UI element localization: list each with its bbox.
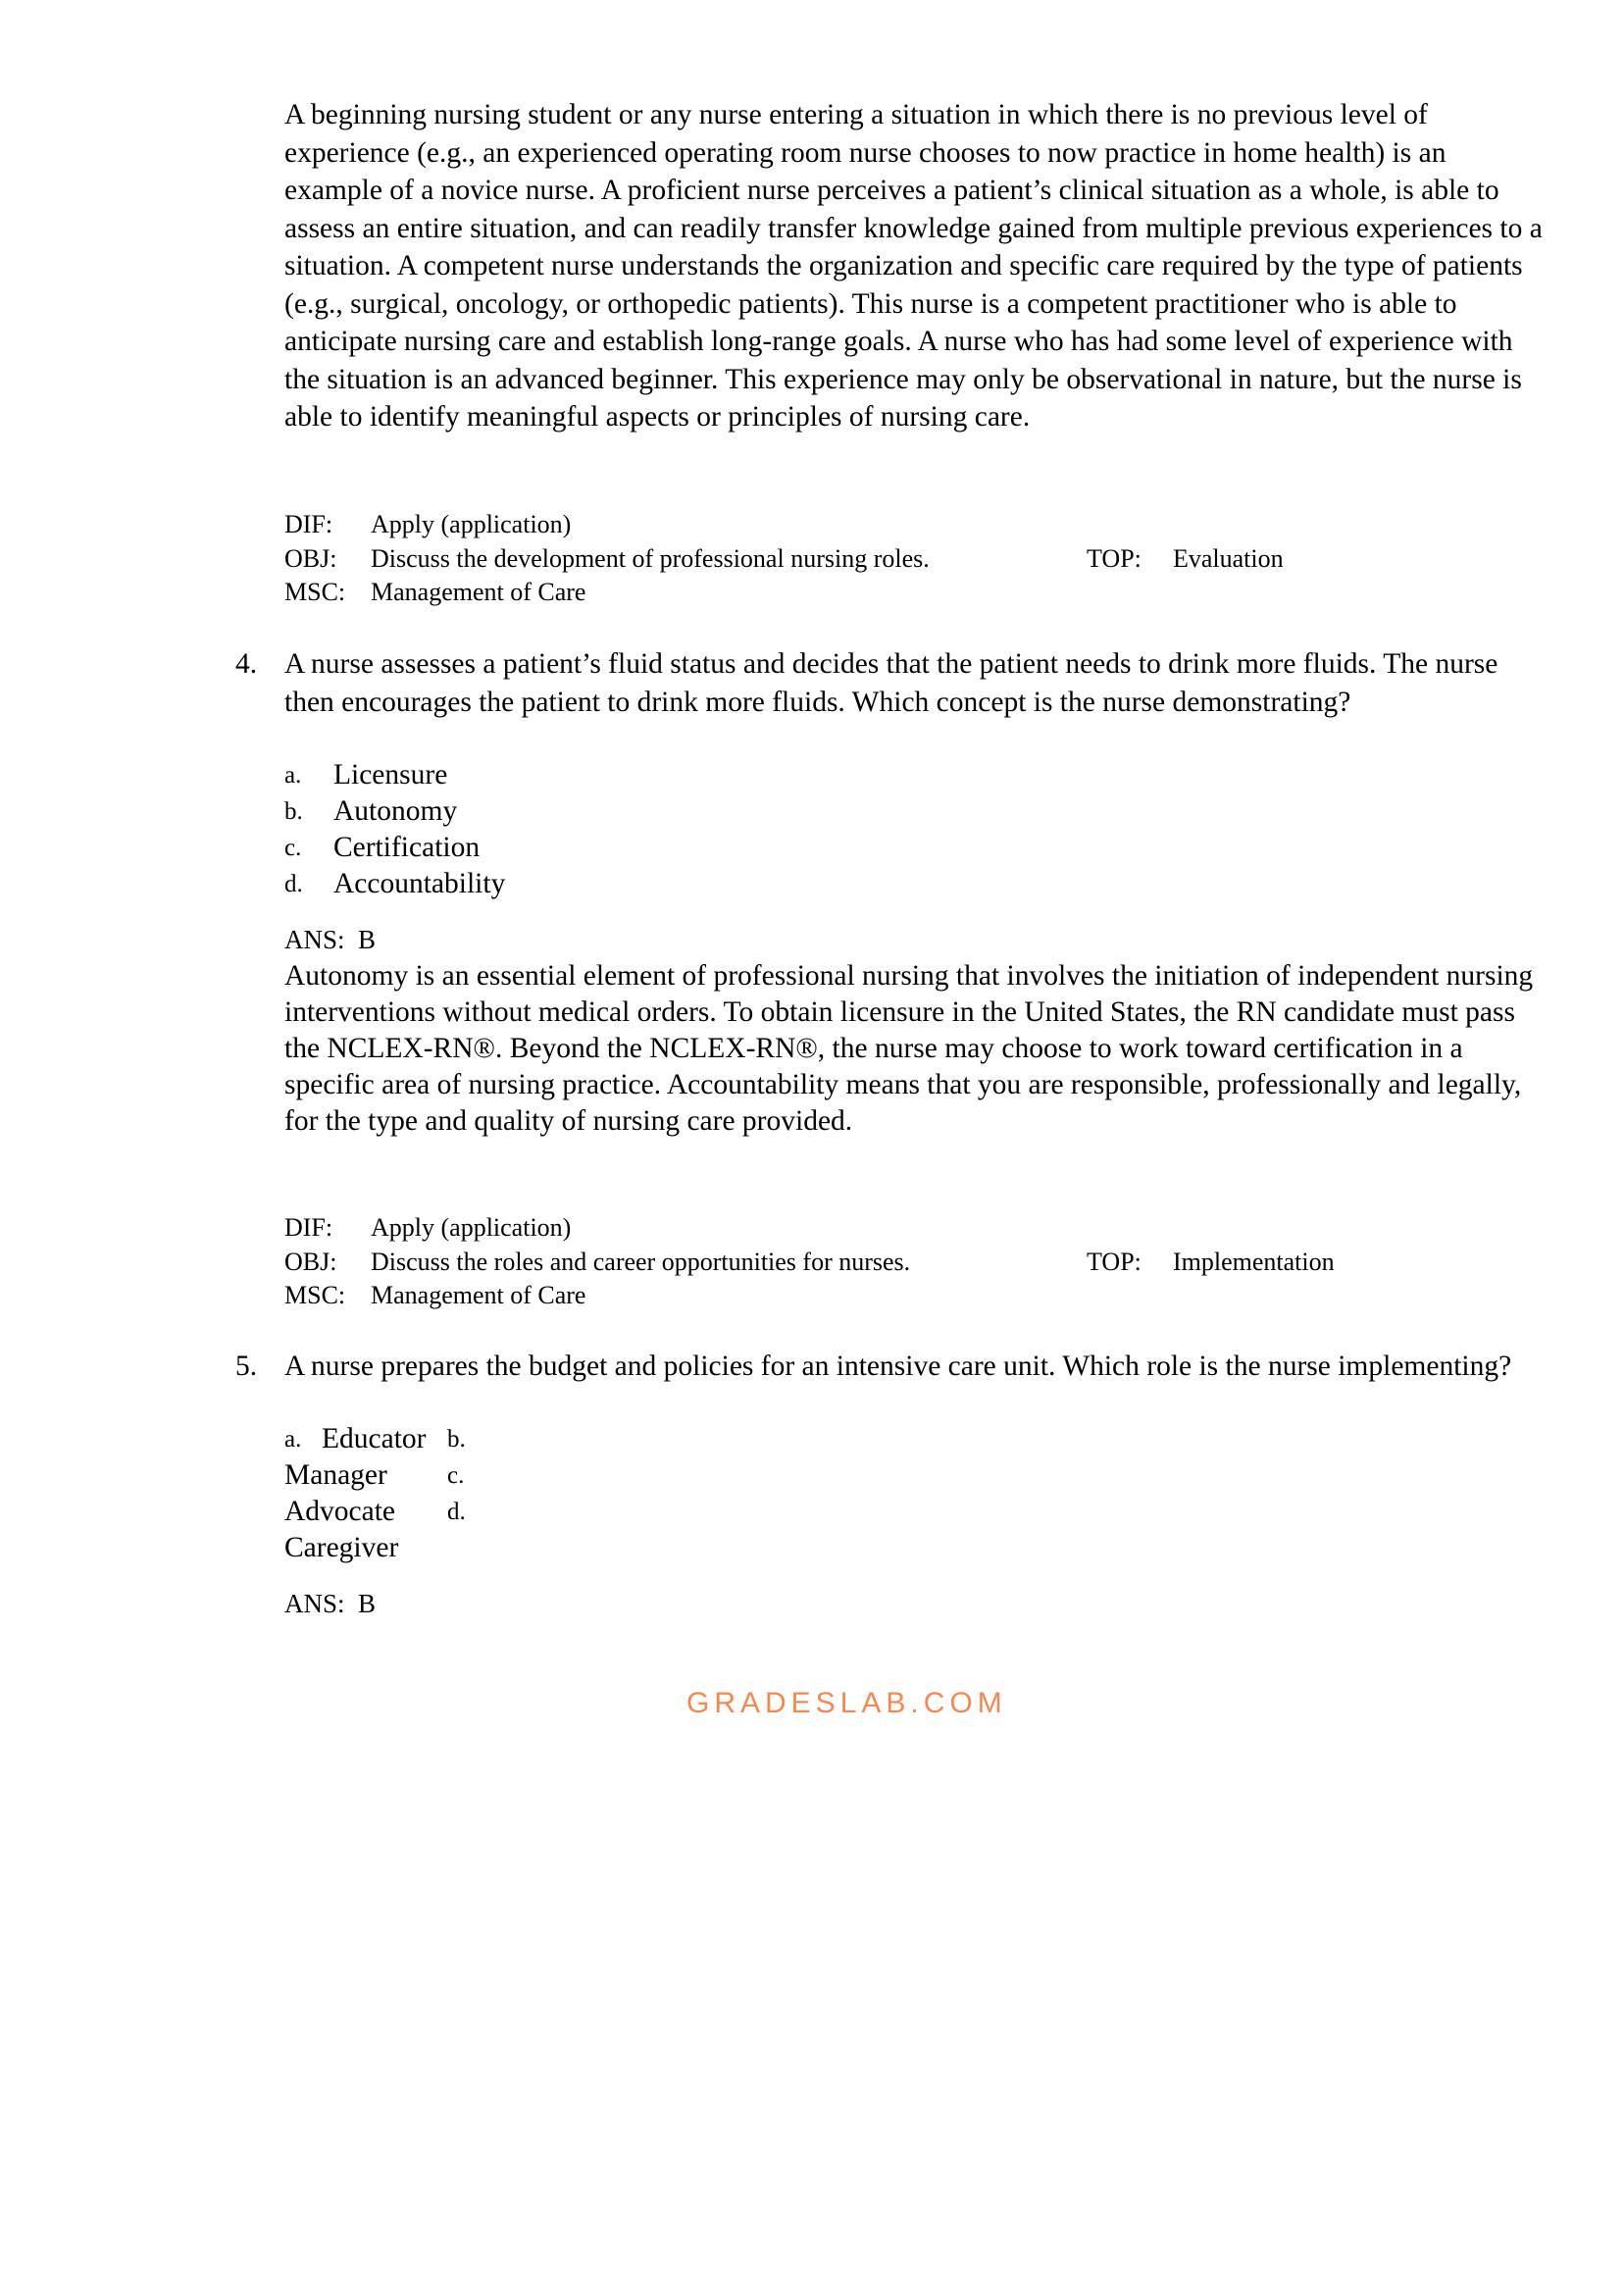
option-text: Advocate [284,1496,396,1527]
option-text: Educator [322,1423,427,1454]
option-letter: d. [447,1499,466,1525]
dif-label: DIF: [284,510,333,538]
option-b [284,793,1549,830]
question-4 [235,645,1549,721]
q3-rationale: A beginning nursing student or any nurse entering a situation in which there is no previous level of experience (e.g., an experienced operating room nurse chooses to now practice in home health) is an example of a novice nurse. A proficient nurse perceives a patient’s clinical situation as a whole, is able to assess an entire situation, and can readily transfer knowledge gained from multiple previous experiences to a situation. A competent nurse understands the organization and specific care required by the type of patients (e.g., surgical, oncology, or orthopedic patients). This nurse is a competent practitioner who is able to anticipate nursing care and establish long-range goals. A nurse who has had some level of experience with the situation is an advanced beginner. This experience may only be observational in nature, but the nurse is able to identify meaningful aspects or principles of nursing care. [284,99,1543,433]
obj-value: Discuss the roles and career opportunities for nurses. [371,1247,911,1276]
answer: ANS: B [284,1589,377,1618]
option-letter: a. [284,1426,302,1453]
dif-value: Apply (application) [371,510,572,538]
question-stem: A nurse assesses a patient’s fluid status and decides that the patient needs to drink more fluids. The nurse then encourages the patient to drink more fluids. Which concept is the nurse demonstrating? [284,648,1498,718]
dif-label: DIF: [284,1213,333,1242]
answer: ANS: B [284,925,377,954]
top-value: Implementation [1173,1247,1335,1276]
option-text: Licensure [333,759,448,790]
option-c [284,830,1549,866]
top-label: TOP: [1087,1247,1142,1276]
option-text: Autonomy [333,795,458,827]
option-text: Manager [284,1459,387,1491]
obj-label: OBJ: [284,1247,337,1276]
option-letter: b. [284,798,303,825]
obj-label: OBJ: [284,543,337,573]
option-letter: b. [447,1426,466,1453]
obj-value: Discuss the development of professional nursing roles. [371,543,930,573]
watermark: GRADESLAB.COM [686,1687,1007,1719]
option-text: Caregiver [284,1532,399,1563]
question-number: 5. [235,1351,258,1382]
q4-rationale: Autonomy is an essential element of professional nursing that involves the initiation of independent nursing interventions without medical orders. To obtain licensure in the United States, the RN candidate must pass the NCLEX-RN®. Beyond the NCLEX-RN®, the nurse may choose to work toward certification in a specific area of nursing practice. Accountability means that you are responsible, professionally and legally, for the type and quality of nursing care provided. [284,960,1534,1137]
msc-value: Management of Care [371,1281,586,1309]
option-a [284,757,1549,793]
top-label: TOP: [1087,543,1142,573]
question-5 [235,1349,1549,1385]
option-letter: c. [447,1462,465,1489]
option-d [284,866,1549,902]
option-text: Accountability [333,868,506,899]
q4-options [284,757,1549,902]
option-letter: c. [284,835,302,861]
option-letter: d. [284,871,303,897]
q4-answer-block [284,922,1549,1140]
option-text: Certification [333,832,481,863]
dif-value: Apply (application) [371,1213,572,1242]
q4-metadata [284,1211,1549,1313]
question-number: 4. [235,648,258,680]
msc-label: MSC: [284,578,346,606]
option-letter: a. [284,762,302,789]
question-stem: A nurse prepares the budget and policies for an intensive care unit. Which role is the nurse implementing? [284,1351,1512,1382]
msc-value: Management of Care [371,578,586,606]
msc-label: MSC: [284,1281,346,1309]
top-value: Evaluation [1173,543,1284,573]
q3-metadata [284,508,1549,610]
q5-options [284,1421,1549,1566]
